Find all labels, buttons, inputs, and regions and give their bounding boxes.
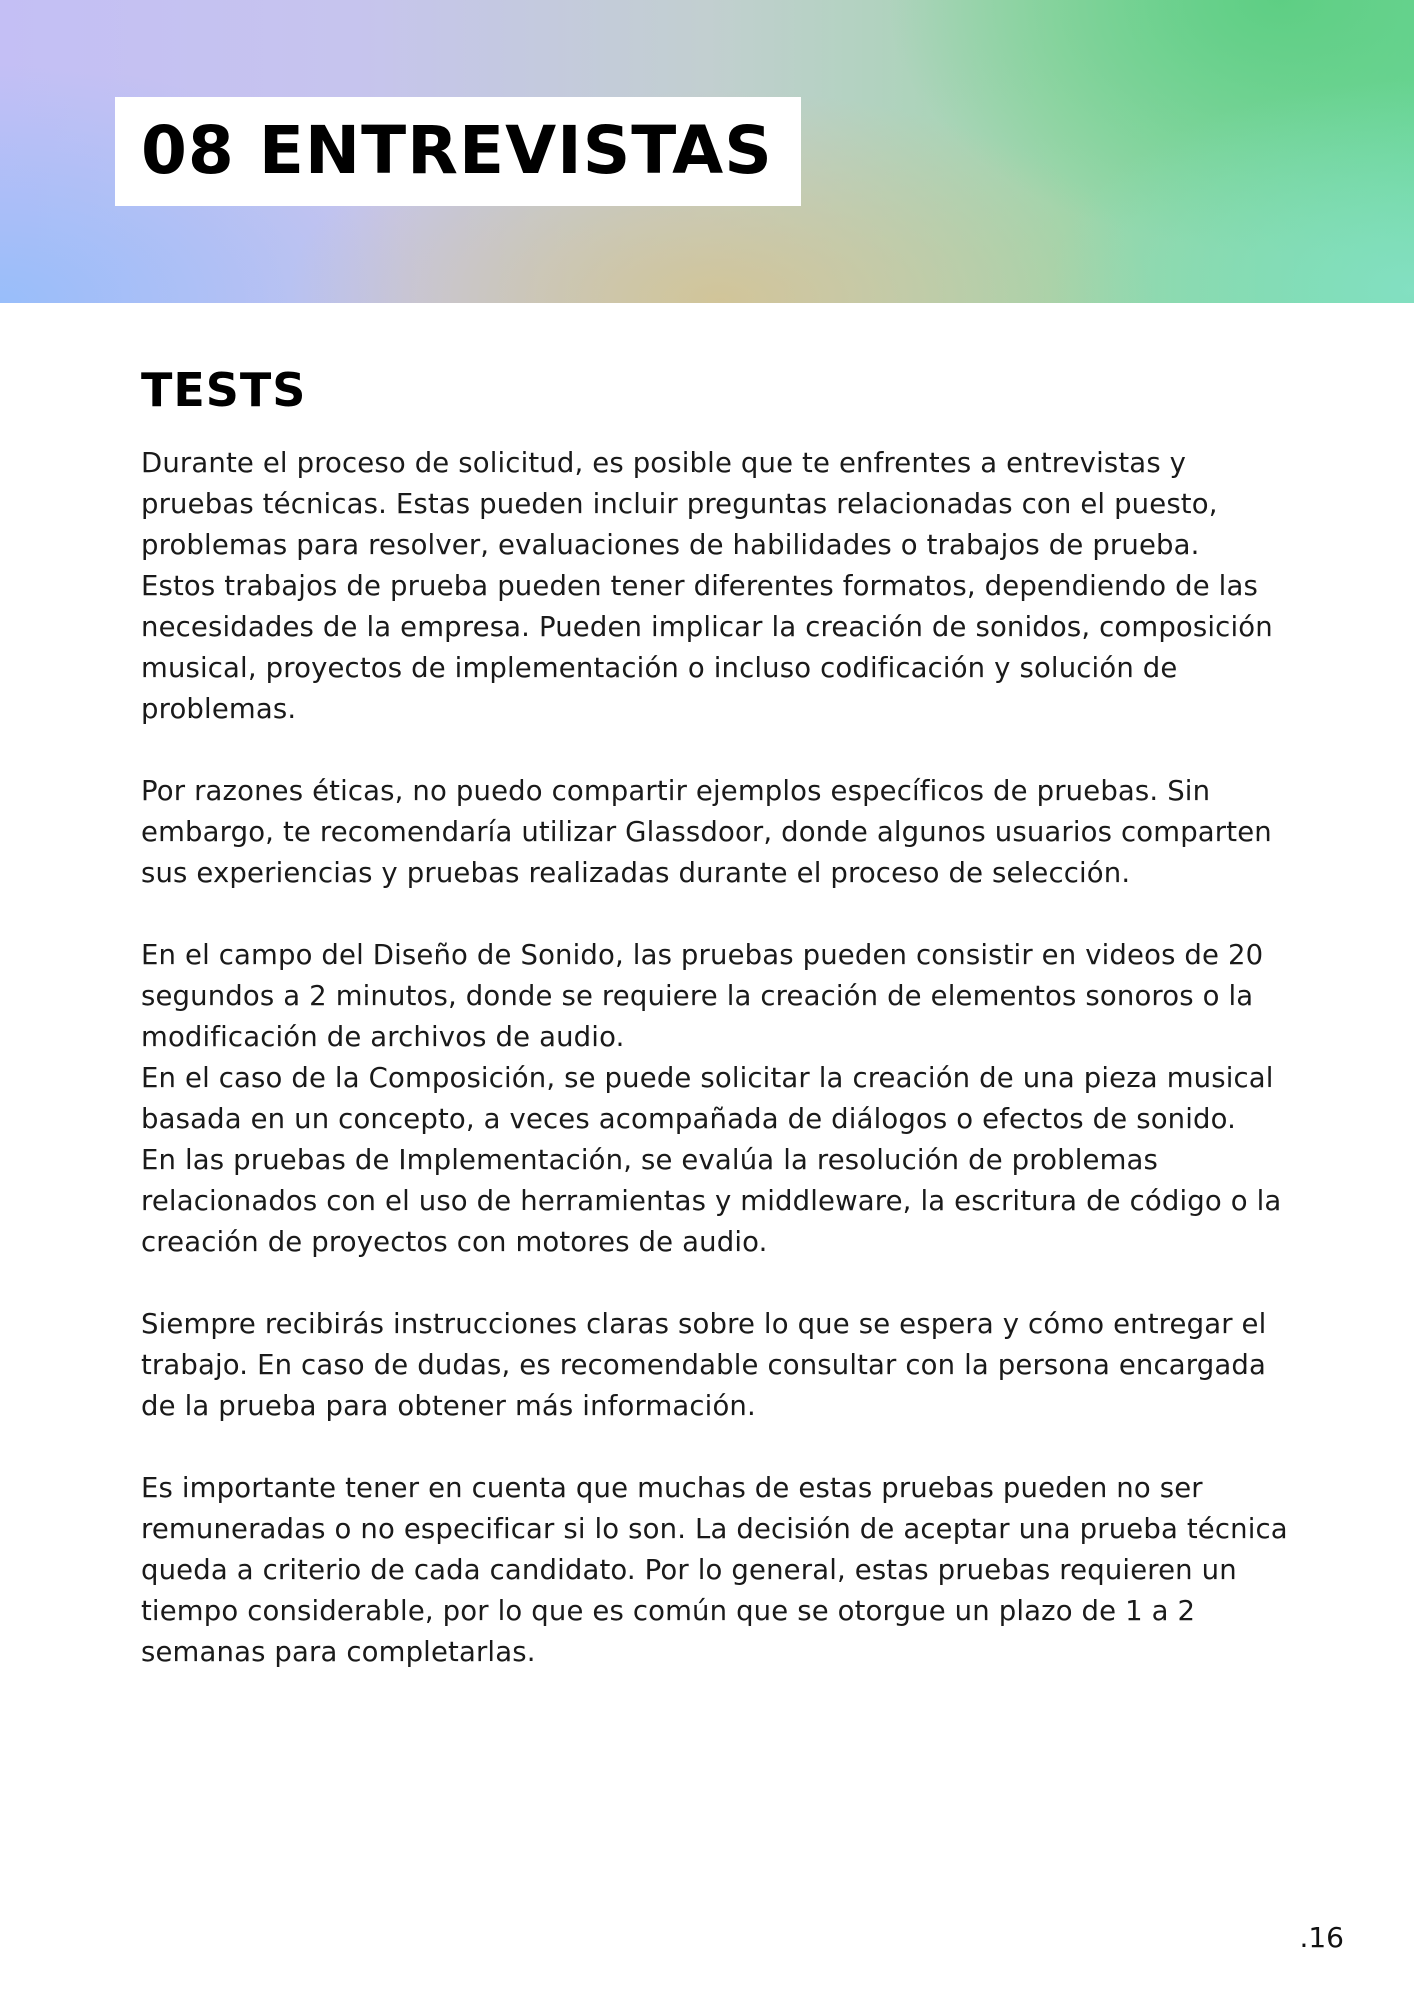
title-box [115,97,801,206]
paragraph-formats: Estos trabajos de prueba pueden tener diferentes formatos, dependiendo de las necesidades de la empresa. Pueden implicar la creación de sonidos, composición musical, proyectos de implementación o incluso codificación y solución de problemas. [141,570,1273,725]
page-title: 08 ENTREVISTAS [141,112,773,189]
paragraph-ethics: Por razones éticas, no puedo compartir ejemplos específicos de pruebas. Sin embargo, te recomendaría utilizar Glassdoor, donde algunos usuarios comparten sus experiencias y pruebas realizadas durante el proceso de selección. [141,775,1272,889]
header-gradient-band [0,0,1414,303]
section-heading: TESTS [141,363,307,417]
paragraph-implementation: En las pruebas de Implementación, se evalúa la resolución de problemas relacionados con el uso de herramientas y middleware, la escritura de código o la creación de proyectos con motores de audio. [141,1144,1282,1258]
section-body [141,443,1301,1673]
paragraph-sound-design: En el campo del Diseño de Sonido, las pruebas pueden consistir en videos de 20 segundos a 2 minutos, donde se requiere la creación de elementos sonoros o la modificación de archivos de audio. [141,939,1264,1053]
paragraph-remuneration: Es importante tener en cuenta que muchas de estas pruebas pueden no ser remuneradas o no especificar si lo son. La decisión de aceptar una prueba técnica queda a criterio de cada candidato. Por lo general, estas pruebas requieren un tiempo considerable, por lo que es común que se otorgue un plazo de 1 a 2 semanas para completarlas. [141,1472,1288,1668]
paragraph-composition: En el caso de la Composición, se puede solicitar la creación de una pieza musical basada en un concepto, a veces acompañada de diálogos o efectos de sonido. [141,1062,1274,1135]
paragraph-instructions: Siempre recibirás instrucciones claras sobre lo que se espera y cómo entregar el trabajo. En caso de dudas, es recomendable consultar con la persona encargada de la prueba para obtener más información. [141,1308,1267,1422]
main-content [141,360,1301,1673]
paragraph-intro: Durante el proceso de solicitud, es posible que te enfrentes a entrevistas y pruebas técnicas. Estas pueden incluir preguntas relacionadas con el puesto, problemas para resolver, evaluaciones de habilidades o trabajos de prueba. [141,447,1218,561]
page-number: .16 [1299,1921,1344,1954]
